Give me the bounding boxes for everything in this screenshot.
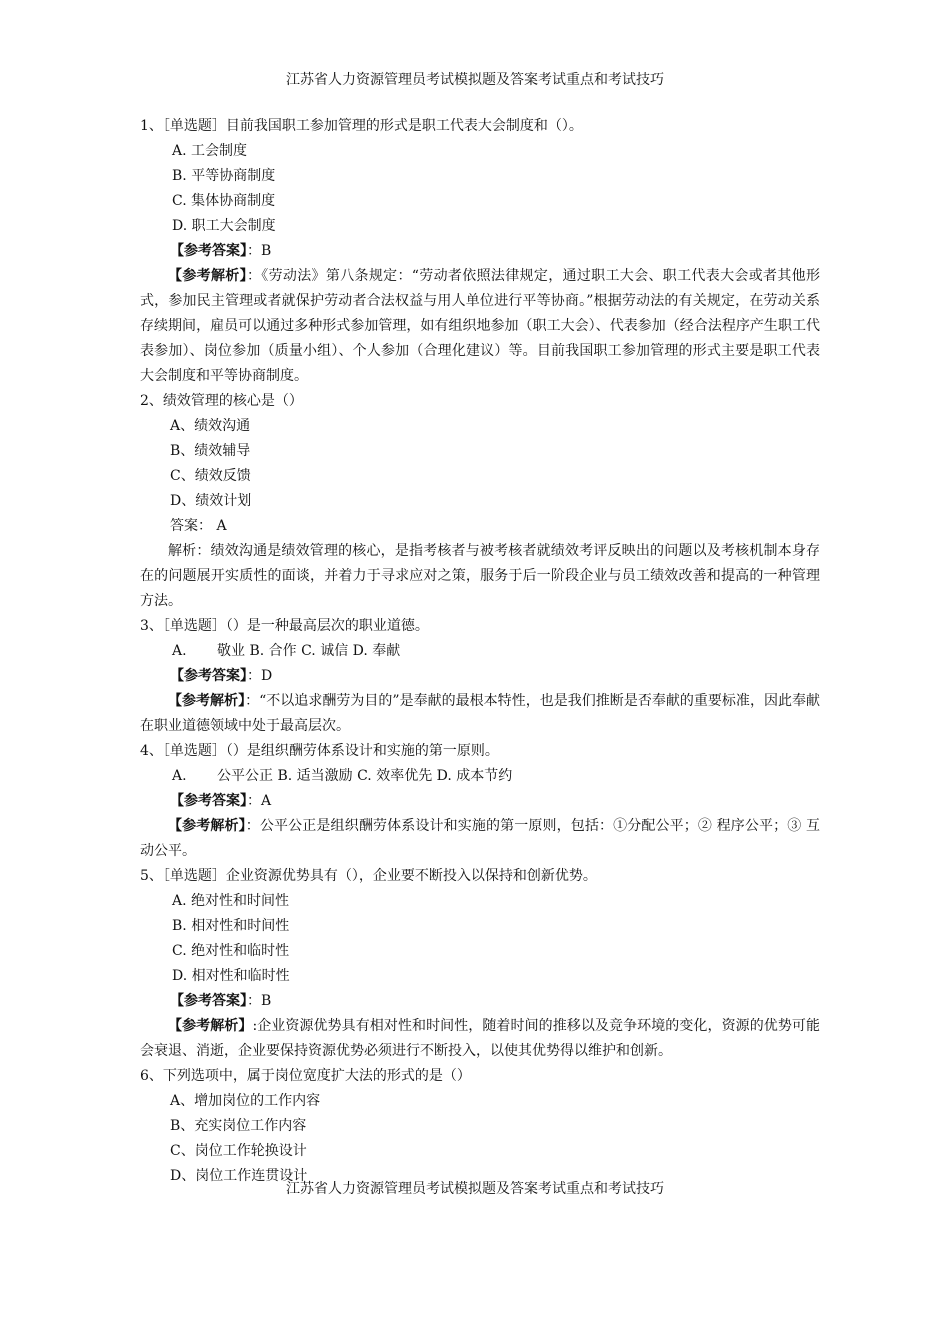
analysis-text: ：“不以追求酬劳为目的”是奉献的最根本特性，也是我们推断是否奉献的重要标准，因此奉献在职业道德领域中处于最高层次。 — [140, 693, 821, 734]
question-1-title: 1、［单选题］目前我国职工参加管理的形式是职工代表大会制度和（）。 — [140, 118, 583, 134]
question-1-option-d: D. 职工大会制度 — [172, 218, 276, 234]
page-header-title: 江苏省人力资源管理员考试模拟题及答案考试重点和考试技巧 — [286, 72, 664, 88]
option-letter: A. — [172, 768, 187, 784]
question-4-options — [140, 764, 820, 789]
question-1-answer — [140, 239, 820, 264]
answer-label: 【参考答案】 — [170, 793, 247, 809]
question-5-title: 5、［单选题］企业资源优势具有（），企业要不断投入以保持和创新优势。 — [140, 868, 597, 884]
analysis-text: ：《劳动法》第八条规定：“劳动者依照法律规定，通过职工大会、职工代表大会或者其他形式，参加民主管理或者就保护劳动者合法权益与用人单位进行平等协商。”根据劳动法的有关规定，在劳动关系存续期间，雇员可以通过多种形式参加管理，如有组织地参加（职工大会）、代表参加（经合法程序产生职工代表参加）、岗位参加（质量小组）、个人参加（合理化建议）等。目前我国职工参加管理的形式主要是职工代表大会制度和平等协商制度。 — [140, 268, 820, 384]
question-2-option-a: A、绩效沟通 — [170, 418, 251, 434]
page-footer-title: 江苏省人力资源管理员考试模拟题及答案考试重点和考试技巧 — [286, 1181, 664, 1197]
question-5-option-b: B. 相对性和时间性 — [172, 918, 290, 934]
question-3-options — [140, 639, 820, 664]
question-2-option-d: D、绩效计划 — [170, 493, 252, 509]
question-6-title: 6、下列选项中，属于岗位宽度扩大法的形式的是（） — [140, 1068, 471, 1084]
question-2-title: 2、绩效管理的核心是（） — [140, 393, 303, 409]
question-4-answer — [140, 789, 820, 814]
question-1-analysis — [140, 264, 820, 389]
options-inline: 敬业 B. 合作 C. 诚信 D. 奉献 — [217, 643, 401, 659]
question-2-analysis: 解析：绩效沟通是绩效管理的核心，是指考核者与被考核者就绩效考评反映出的问题以及考核机制本身存在的问题展开实质性的面谈，并着力于寻求应对之策，服务于后一阶段企业与员工绩效改善和提高的一种管理方法。 — [140, 543, 820, 609]
analysis-text: ：公平公正是组织酬劳体系设计和实施的第一原则，包括：①分配公平；② 程序公平；③ 互动公平。 — [140, 818, 820, 859]
question-4-title: 4、［单选题］（）是组织酬劳体系设计和实施的第一原则。 — [140, 743, 499, 759]
question-1-option-c: C. 集体协商制度 — [172, 193, 276, 209]
option-letter: A. — [172, 643, 187, 659]
analysis-label: 【参考解析】 — [168, 693, 246, 709]
question-3-answer — [140, 664, 820, 689]
question-2-option-c: C、绩效反馈 — [170, 468, 251, 484]
analysis-text: :企业资源优势具有相对性和时间性，随着时间的推移以及竞争环境的变化，资源的优势可能会衰退、消逝，企业要保持资源优势必须进行不断投入，以使其优势得以维护和创新。 — [140, 1018, 821, 1059]
answer-label: 【参考答案】 — [170, 993, 247, 1009]
answer-label: 【参考答案】 — [170, 243, 247, 259]
question-4-analysis — [140, 814, 820, 864]
options-inline: 公平公正 B. 适当激励 C. 效率优先 D. 成本节约 — [217, 768, 513, 784]
answer-value: ：B — [247, 243, 272, 259]
question-6-option-a: A、增加岗位的工作内容 — [170, 1093, 321, 1109]
analysis-label: 【参考解析】 — [168, 1018, 253, 1034]
question-1-option-b: B. 平等协商制度 — [172, 168, 276, 184]
question-5-answer — [140, 989, 820, 1014]
answer-value: ：A — [247, 793, 272, 809]
question-2-option-b: B、绩效辅导 — [170, 443, 251, 459]
analysis-label: 【参考解析】 — [168, 268, 247, 284]
question-5-option-d: D. 相对性和临时性 — [172, 968, 290, 984]
answer-label: 【参考答案】 — [170, 668, 247, 684]
answer-value: ：D — [247, 668, 273, 684]
question-5-option-a: A. 绝对性和时间性 — [172, 893, 290, 909]
question-3-title: 3、［单选题］（）是一种最高层次的职业道德。 — [140, 618, 429, 634]
question-1-option-a: A. 工会制度 — [172, 143, 248, 159]
question-6-option-c: C、岗位工作轮换设计 — [170, 1143, 307, 1159]
question-list — [140, 114, 820, 1189]
question-5-analysis — [140, 1014, 820, 1064]
question-2-answer: 答案： A — [170, 518, 227, 534]
question-6-option-d: D、岗位工作连贯设计 — [170, 1168, 308, 1184]
question-5-option-c: C. 绝对性和临时性 — [172, 943, 290, 959]
answer-value: ：B — [247, 993, 272, 1009]
question-6-option-b: B、充实岗位工作内容 — [170, 1118, 307, 1134]
analysis-label: 【参考解析】 — [168, 818, 246, 834]
question-3-analysis — [140, 689, 820, 739]
